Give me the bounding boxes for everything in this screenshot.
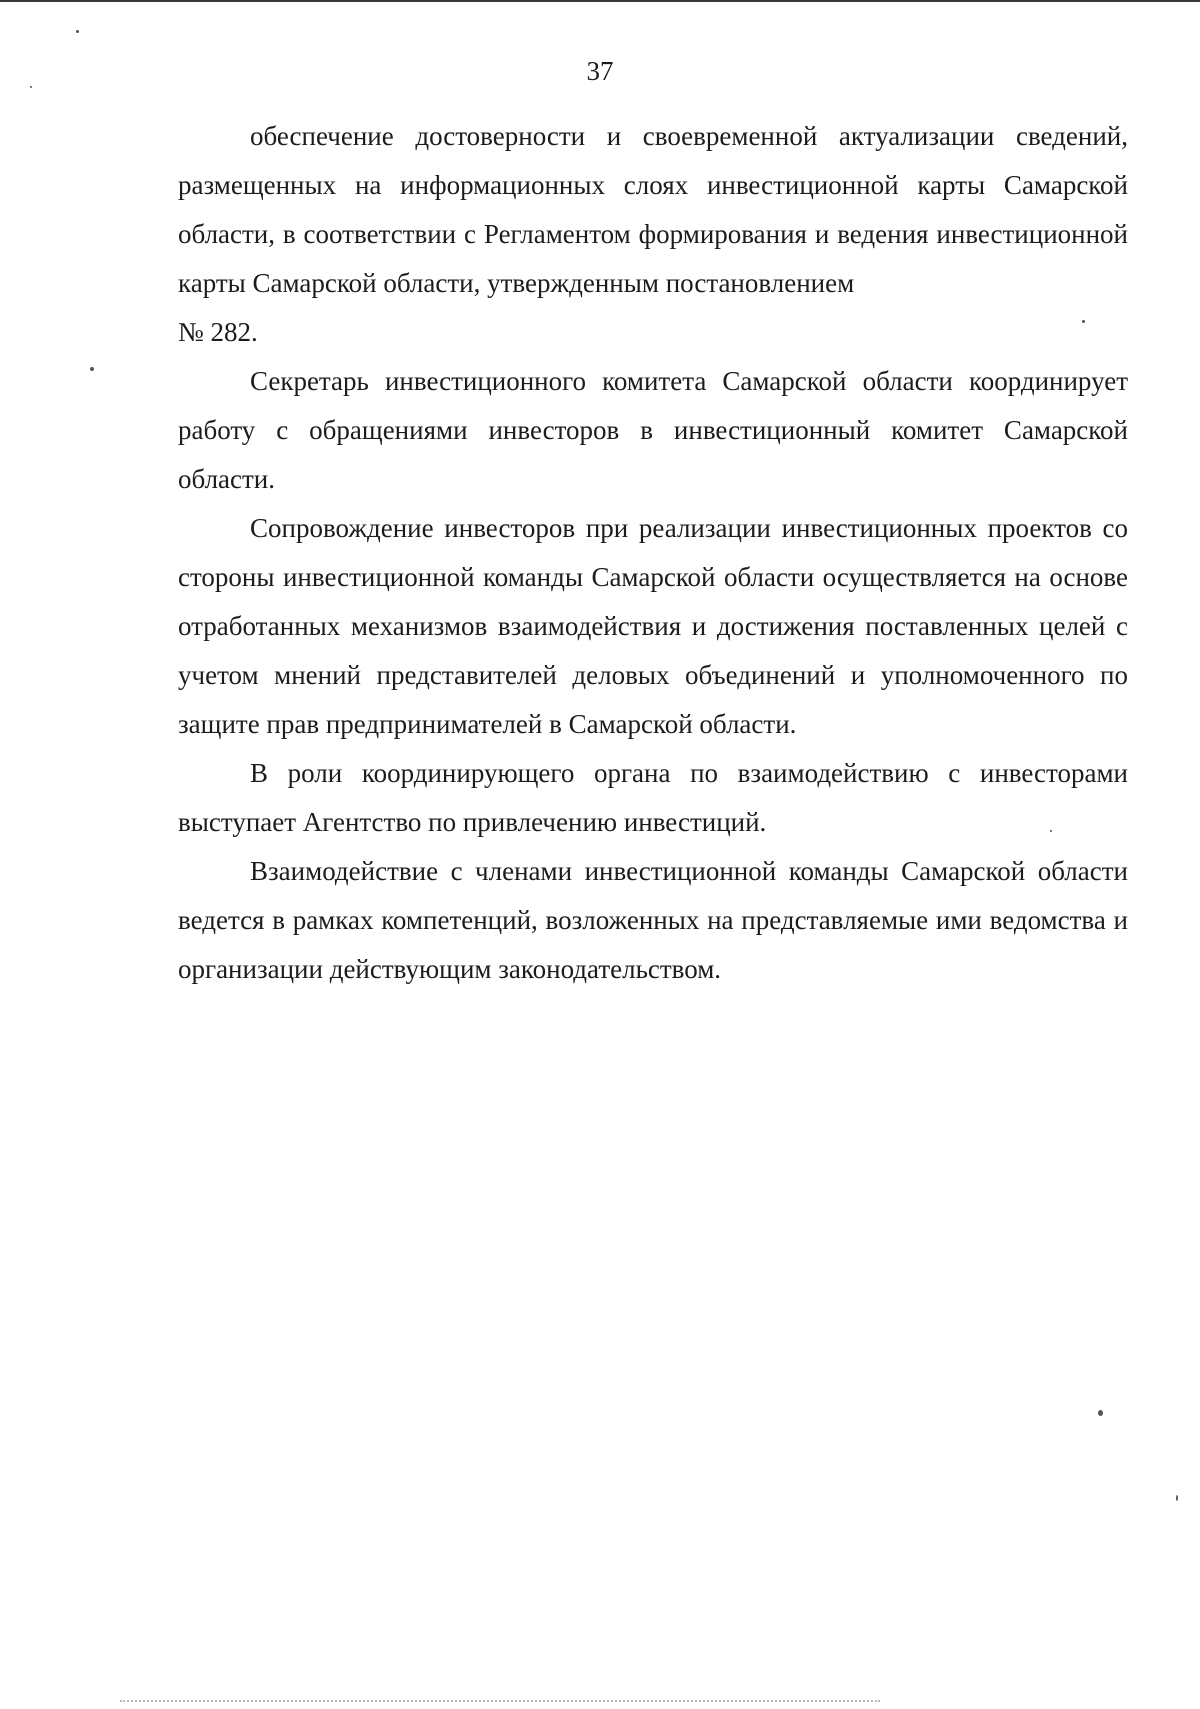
scan-bottom-noise xyxy=(120,1700,880,1702)
scan-speck xyxy=(1050,830,1052,832)
paragraph-3: Сопровождение инвесторов при реализации инвестиционных проектов со стороны инвестиционной команды Самарской области осуществляется на основе отработанных механизмов взаимодействия и достижения поставленных целей с учетом мнений представителей деловых объединений и уполномоченного по защите прав предпринимателей в Самарской области. xyxy=(178,513,1128,739)
scan-speck xyxy=(76,30,79,33)
paragraph-4: В роли координирующего органа по взаимодействию с инвесторами выступает Агентство по привлечению инвестиций. xyxy=(178,758,1128,837)
scan-speck xyxy=(1082,320,1085,323)
paragraph-1-end: № 282. xyxy=(178,317,258,347)
scan-speck xyxy=(1176,1495,1178,1501)
scan-speck xyxy=(30,86,32,88)
scan-speck xyxy=(90,367,94,371)
paragraph-2: Секретарь инвестиционного комитета Самарской области координирует работу с обращениями инвесторов в инвестиционный комитет Самарской области. xyxy=(178,366,1128,494)
scan-top-edge xyxy=(0,0,1200,2)
paragraph-1: обеспечение достоверности и своевременной актуализации сведений, размещенных на информационных слоях инвестиционной карты Самарской области, в соответствии с Регламентом формирования и ведения инвестиционной карты Самарской области, утвержденным постановлением xyxy=(178,121,1128,298)
paragraph-5: Взаимодействие с членами инвестиционной команды Самарской области ведется в рамках компетенций, возложенных на представляемые ими ведомства и организации действующим законодательством. xyxy=(178,856,1128,984)
scan-speck xyxy=(1098,1410,1103,1416)
document-body xyxy=(178,112,1128,994)
page-number: 37 xyxy=(586,56,614,86)
